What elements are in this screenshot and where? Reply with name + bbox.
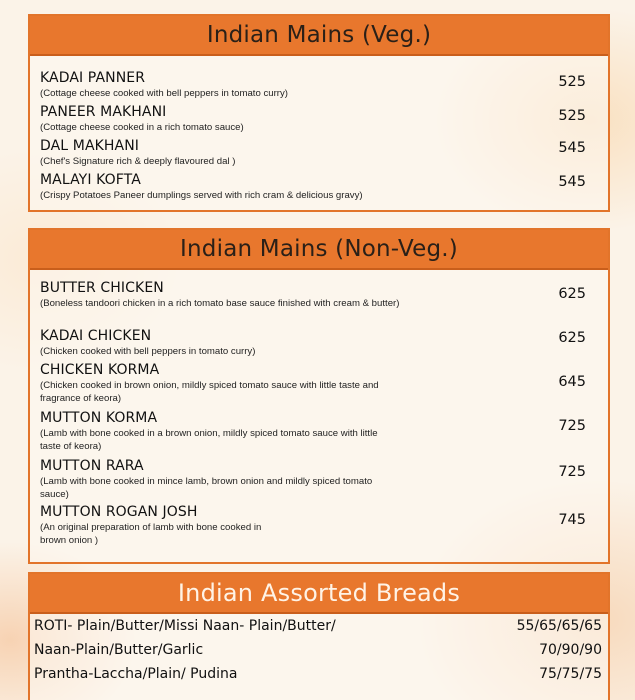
- bread-row: [34, 642, 602, 664]
- menu-item: [40, 104, 586, 134]
- item-description: (Cottage cheese cooked in a rich tomato sauce): [40, 122, 244, 133]
- item-description: (Chicken cooked in brown onion, mildly spiced tomato sauce with little taste and fragrance of keora): [40, 380, 379, 404]
- item-description: (An original preparation of lamb with bone cooked in brown onion ): [40, 522, 262, 546]
- item-price: 725: [558, 464, 586, 480]
- item-name: MALAYI KOFTA: [40, 172, 141, 188]
- item-price: 625: [558, 286, 586, 302]
- item-name: MUTTON ROGAN JOSH: [40, 504, 198, 520]
- bread-price: 75/75/75: [539, 666, 602, 682]
- veg-section-header: [30, 16, 608, 56]
- breads-section: [28, 572, 610, 700]
- menu-item: [40, 410, 586, 453]
- item-name: MUTTON RARA: [40, 458, 144, 474]
- item-price: 525: [558, 74, 586, 90]
- item-description: (Crispy Potatoes Paneer dumplings served with rich cram & delicious gravy): [40, 190, 363, 201]
- bread-row: [34, 666, 602, 688]
- item-description: (Boneless tandoori chicken in a rich tomato base sauce finished with cream & butter): [40, 298, 400, 309]
- item-name: KADAI PANNER: [40, 70, 146, 86]
- item-name: CHICKEN KORMA: [40, 362, 160, 378]
- item-name: DAL MAKHANI: [40, 138, 140, 154]
- nonveg-section: [28, 228, 610, 564]
- menu-item: [40, 172, 586, 202]
- item-description: (Lamb with bone cooked in a brown onion, mildly spiced tomato sauce with little taste of keora): [40, 428, 378, 452]
- menu-item: [40, 458, 586, 501]
- item-price: 725: [558, 418, 586, 434]
- bread-name: Prantha-Laccha/Plain/ Pudina: [34, 666, 238, 682]
- item-price: 625: [558, 330, 586, 346]
- nonveg-section-header: [30, 230, 608, 270]
- veg-section: [28, 14, 610, 212]
- veg-section-title: Indian Mains (Veg.): [206, 22, 432, 48]
- item-price: 545: [558, 140, 586, 156]
- menu-item: [40, 362, 586, 405]
- item-description: (Lamb with bone cooked in mince lamb, brown onion and mildly spiced tomato sauce): [40, 476, 373, 500]
- breads-section-header: [30, 574, 608, 614]
- bread-name: Naan-Plain/Butter/Garlic: [34, 642, 204, 658]
- breads-section-title: Indian Assorted Breads: [177, 579, 461, 607]
- bread-price: 70/90/90: [539, 642, 602, 658]
- menu-item: [40, 504, 586, 547]
- menu-item: [40, 70, 586, 100]
- item-description: (Chicken cooked with bell peppers in tomato curry): [40, 346, 256, 357]
- item-name: KADAI CHICKEN: [40, 328, 152, 344]
- bread-row: [34, 618, 602, 640]
- item-price: 525: [558, 108, 586, 124]
- menu-item: [40, 138, 586, 168]
- item-name: PANEER MAKHANI: [40, 104, 167, 120]
- item-name: BUTTER CHICKEN: [40, 280, 164, 296]
- bread-name: ROTI- Plain/Butter/Missi Naan- Plain/Butter/: [34, 618, 336, 634]
- item-price: 545: [558, 174, 586, 190]
- menu-item: [40, 280, 586, 310]
- item-price: 745: [558, 512, 586, 528]
- nonveg-section-title: Indian Mains (Non-Veg.): [180, 236, 458, 262]
- menu-item: [40, 328, 586, 358]
- bread-price: 55/65/65/65: [516, 618, 602, 634]
- item-price: 645: [558, 374, 586, 390]
- item-name: MUTTON KORMA: [40, 410, 158, 426]
- item-description: (Cottage cheese cooked with bell peppers in tomato curry): [40, 88, 288, 99]
- item-description: (Chef's Signature rich & deeply flavoured dal ): [40, 156, 236, 167]
